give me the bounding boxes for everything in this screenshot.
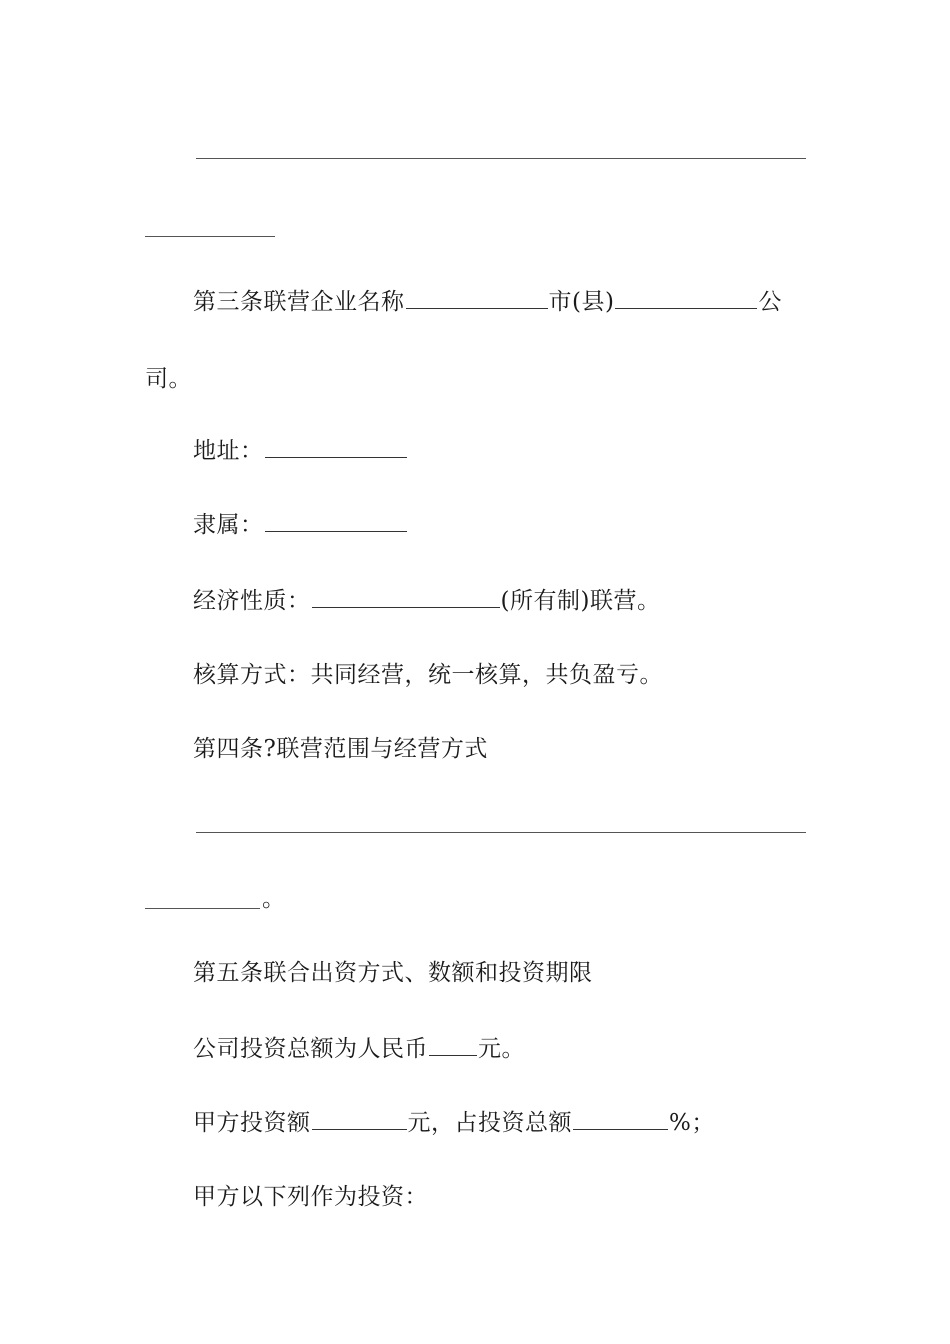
party-a-prefix: 甲方投资额 [193, 1110, 311, 1136]
article-3-cont-text: 司。 [145, 366, 192, 392]
party-a-items-text: 甲方以下列作为投资： [193, 1184, 428, 1210]
address-label: 地址： [193, 438, 264, 464]
fill-in-line-2[interactable] [145, 236, 275, 237]
article-3-prefix: 第三条联营企业名称 [193, 289, 405, 315]
accounting-text: 核算方式：共同经营，统一核算，共负盈亏。 [193, 662, 663, 688]
article-3-suffix: 公 [758, 289, 782, 315]
nature-line [193, 586, 660, 616]
company-name-blank[interactable] [615, 288, 757, 309]
party-a-percent-blank[interactable] [573, 1109, 668, 1130]
article-4-end-mark: 。 [262, 886, 286, 912]
article-4-title-text: 第四条?联营范围与经营方式 [193, 736, 488, 762]
nature-suffix: (所有制)联营。 [500, 588, 661, 614]
article-4-end [262, 884, 286, 914]
article-5-title [193, 958, 593, 988]
party-a-items-line [193, 1182, 428, 1212]
article-4-title [193, 734, 488, 764]
total-suffix: 元。 [478, 1036, 525, 1062]
accounting-line [193, 660, 663, 690]
party-a-investment-line [193, 1108, 715, 1138]
business-scope-line-2[interactable] [145, 908, 260, 909]
total-prefix: 公司投资总额为人民币 [193, 1036, 428, 1062]
article-3-line [193, 287, 782, 317]
affiliation-label: 隶属： [193, 512, 264, 538]
affiliation-line [193, 510, 408, 540]
party-a-suffix: %； [669, 1110, 715, 1136]
business-scope-line-1[interactable] [196, 832, 806, 833]
party-a-amount-blank[interactable] [312, 1109, 407, 1130]
ownership-blank[interactable] [312, 587, 500, 608]
total-investment-line [193, 1034, 525, 1064]
article-3-mid: 市(县) [548, 289, 615, 315]
article-5-title-text: 第五条联合出资方式、数额和投资期限 [193, 960, 593, 986]
city-name-blank[interactable] [406, 288, 548, 309]
affiliation-blank[interactable] [265, 511, 407, 532]
address-line [193, 436, 408, 466]
fill-in-line-1[interactable] [196, 158, 806, 159]
article-3-continuation [145, 364, 192, 394]
nature-label: 经济性质： [193, 588, 311, 614]
total-amount-blank[interactable] [429, 1035, 477, 1056]
address-blank[interactable] [265, 437, 407, 458]
party-a-mid: 元，占投资总额 [407, 1110, 572, 1136]
